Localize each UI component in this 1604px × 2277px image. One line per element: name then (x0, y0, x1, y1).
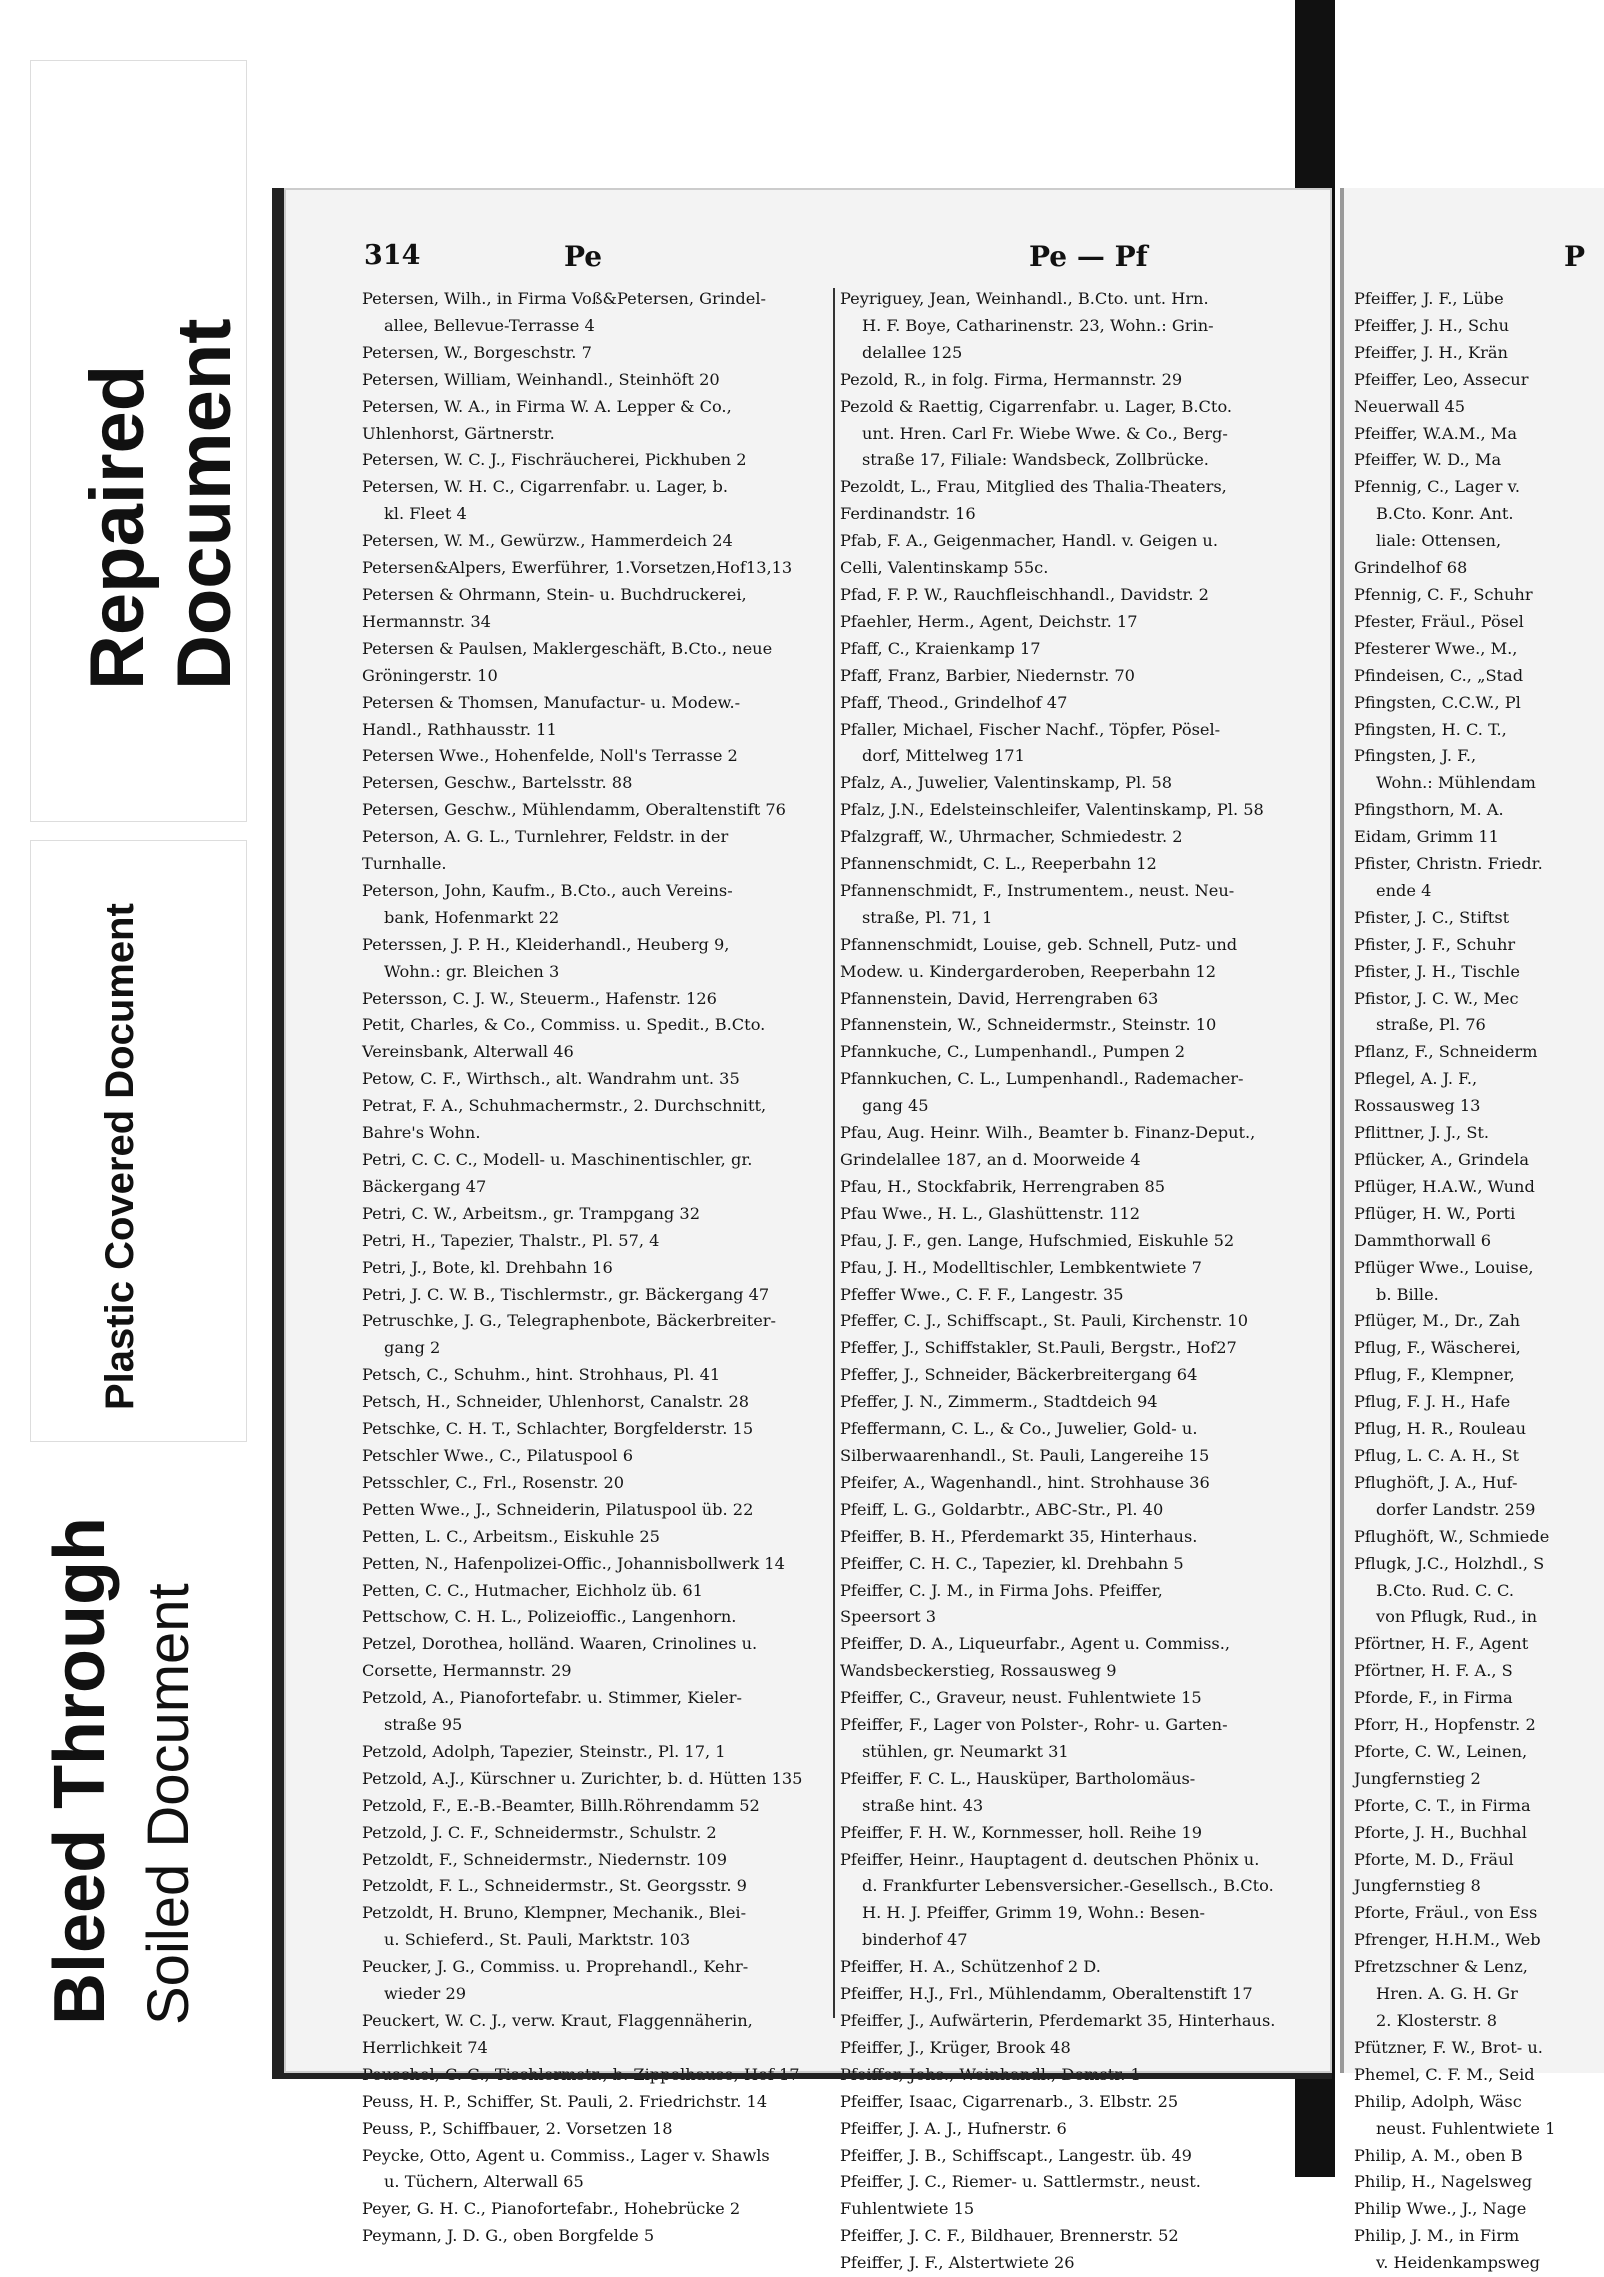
directory-entry-line: H. H. J. Pfeiffer, Grimm 19, Wohn.: Besen- (862, 1903, 1206, 1923)
bleed-through-label: Bleed Through (40, 1517, 120, 2025)
directory-entry-line: Jungfernstieg 2 (1354, 1768, 1481, 1788)
directory-entry-line: Pfaff, C., Kraienkamp 17 (840, 638, 1041, 658)
directory-entry-line: Peterssen, J. P. H., Kleiderhandl., Heuberg 9, (362, 934, 730, 954)
directory-entry-line: Handl., Rathhausstr. 11 (362, 719, 557, 739)
directory-entry-line: Eidam, Grimm 11 (1354, 827, 1499, 847)
directory-entry-line: gang 45 (862, 1096, 929, 1116)
directory-entry-line: Wohn.: Mühlendam (1376, 773, 1536, 793)
directory-entry-line: Pfannenschmidt, F., Instrumentem., neust. Neu- (840, 880, 1235, 900)
directory-entry-line: B.Cto. Rud. C. C. (1376, 1580, 1515, 1600)
page-header (364, 240, 1314, 274)
directory-entry-line: Pfeffer, J., Schiffstakler, St.Pauli, Bergstr., Hof27 (840, 1338, 1237, 1358)
directory-page (272, 188, 1332, 2273)
directory-entry-line: Pfad, F. P. W., Rauchfleischhandl., Davidstr. 2 (840, 584, 1209, 604)
directory-entry-line: Pfau, H., Stockfabrik, Herrengraben 85 (840, 1176, 1166, 1196)
directory-entry-line: Pfrenger, H.H.M., Web (1354, 1930, 1541, 1950)
directory-entry-line: straße, Pl. 71, 1 (862, 907, 993, 927)
directory-entry-line: von Pflugk, Rud., in (1376, 1607, 1538, 1627)
directory-entry-line: straße hint. 43 (862, 1795, 984, 1815)
directory-entry-line: Petzel, Dorothea, holländ. Waaren, Crinolines u. (362, 1634, 758, 1654)
directory-entry-line: Petri, H., Tapezier, Thalstr., Pl. 57, 4 (362, 1230, 660, 1250)
directory-entry-line: Pfeiffer, J. A. J., Hufnerstr. 6 (840, 2118, 1067, 2138)
directory-entry-line: Pfannkuchen, C. L., Lumpenhandl., Rademacher- (840, 1069, 1244, 1089)
directory-entry-line: Jungfernstieg 8 (1354, 1876, 1481, 1896)
directory-entry-line: Pflug, F. J. H., Hafe (1354, 1392, 1511, 1412)
directory-entry-line: Pfeiffer, J. B., Schiffscapt., Langestr. üb. 49 (840, 2145, 1192, 2165)
directory-entry-line: straße, Pl. 76 (1376, 1015, 1486, 1035)
directory-entry-line: Peycke, Otto, Agent u. Commiss., Lager v. Shawls (362, 2145, 770, 2165)
directory-entry-line: Pfannenschmidt, C. L., Reeperbahn 12 (840, 854, 1157, 874)
directory-entry-line: v. Heidenkampsweg (1376, 2253, 1541, 2273)
directory-entry-line: Pflüger, H. W., Porti (1354, 1203, 1516, 1223)
directory-entry-line: Grindelallee 187, an d. Moorweide 4 (840, 1150, 1141, 1169)
directory-entry-line: Pfester, Fräul., Pösel (1354, 611, 1524, 631)
directory-entry-line: Pfeiffer, W.A.M., Ma (1354, 423, 1517, 443)
directory-entry-line: Petersen, W., Borgeschstr. 7 (362, 342, 592, 362)
directory-entry-line: Petzold, Adolph, Tapezier, Steinstr., Pl. 17, 1 (362, 1741, 726, 1761)
directory-entry-line: Wohn.: gr. Bleichen 3 (384, 961, 560, 981)
directory-entry-line: Philip, Adolph, Wäsc (1354, 2091, 1522, 2111)
directory-entry-line: Petersen, W. A., in Firma W. A. Lepper & Co., (362, 396, 732, 416)
directory-entry-line: u. Schieferd., St. Pauli, Marktstr. 103 (384, 1930, 691, 1950)
directory-entry-line: Pflücker, A., Grindela (1354, 1150, 1529, 1169)
directory-entry-line: Petten, C. C., Hutmacher, Eichholz üb. 61 (362, 1580, 703, 1600)
directory-entry-line: Fuhlentwiete 15 (840, 2199, 975, 2219)
plastic-covered-label: Plastic Covered Document (98, 903, 142, 1410)
directory-entry-line: dorf, Mittelweg 171 (862, 746, 1025, 766)
directory-entry-line: 2. Klosterstr. 8 (1376, 2011, 1498, 2030)
directory-entry-line: u. Tüchern, Alterwall 65 (384, 2172, 584, 2192)
directory-entry-line: Pfau, J. F., gen. Lange, Hufschmied, Eiskuhle 52 (840, 1230, 1235, 1250)
directory-entry-line: Petzold, F., E.-B.-Beamter, Billh.Röhrendamm 52 (362, 1795, 760, 1815)
page-bottom-edge (272, 2073, 1332, 2079)
directory-entry-line: Pflug, H. R., Rouleau (1354, 1419, 1526, 1439)
directory-entry-line: Petersson, C. J. W., Steuerm., Hafenstr. 126 (362, 988, 717, 1008)
directory-entry-line: Pfab, F. A., Geigenmacher, Handl. v. Geigen u. (840, 531, 1218, 551)
directory-entry-line: Petri, J., Bote, kl. Drehbahn 16 (362, 1257, 613, 1277)
directory-entry-line: Pfützner, F. W., Brot- u. (1354, 2037, 1543, 2057)
directory-entry-line: Pfeiffer, J., Krüger, Brook 48 (840, 2037, 1071, 2057)
directory-entry-line: Pflittner, J. J., St. (1354, 1123, 1490, 1143)
directory-entry-line: Petersen Wwe., Hohenfelde, Noll's Terrasse 2 (362, 746, 738, 766)
directory-entry-line: Pfingsthorn, M. A. (1354, 800, 1504, 820)
directory-entry-line: Pfindeisen, C., „Stad (1354, 665, 1524, 685)
directory-entry-line: Pforte, J. H., Buchhal (1354, 1822, 1527, 1842)
directory-entry-line: Pforte, M. D., Fräul (1354, 1849, 1514, 1869)
directory-entry-line: Philip, H., Nagelsweg (1354, 2172, 1533, 2192)
directory-entry-line: Pfeiffer, J. F., Alstertwiete 26 (840, 2253, 1075, 2273)
directory-entry-line: Pfau, Aug. Heinr. Wilh., Beamter b. Finanz-Deput., (840, 1123, 1256, 1143)
directory-entry-line: Ferdinandstr. 16 (840, 504, 976, 524)
directory-entry-line: Pflugk, J.C., Holzhdl., S (1354, 1553, 1545, 1573)
directory-entry-line: Philip, A. M., oben B (1354, 2145, 1523, 2165)
directory-entry-line: Corsette, Hermannstr. 29 (362, 1661, 572, 1681)
directory-entry-line: Pflug, F., Wäscherei, (1354, 1338, 1521, 1358)
directory-entry-line: Pfannkuche, C., Lumpenhandl., Pumpen 2 (840, 1042, 1186, 1062)
directory-entry-line: Petri, C. C. C., Modell- u. Maschinentischler, gr. (362, 1150, 753, 1169)
directory-entry-line: Pfeffer Wwe., C. F. F., Langestr. 35 (840, 1284, 1124, 1304)
directory-entry-line: Pfeffer, C. J., Schiffscapt., St. Pauli, Kirchenstr. 10 (840, 1311, 1249, 1331)
directory-entry-line: dorfer Landstr. 259 (1376, 1499, 1536, 1519)
directory-entry-line: straße 95 (384, 1715, 463, 1735)
soiled-document-label: Soiled Document (136, 1583, 201, 2025)
directory-entry-line: Pfeiffer, F. H. W., Kornmesser, holl. Reihe 19 (840, 1822, 1203, 1842)
directory-entry-line: Pfeffer, J. N., Zimmerm., Stadtdeich 94 (840, 1392, 1158, 1412)
directory-entry-line: Petit, Charles, & Co., Commiss. u. Spedit., B.Cto. (362, 1015, 766, 1035)
directory-entry-line: Pfingsten, J. F., (1354, 746, 1477, 766)
directory-entry-line: Pflüger, M., Dr., Zah (1354, 1311, 1521, 1331)
directory-entry-line: Peterson, A. G. L., Turnlehrer, Feldstr. in der (362, 827, 729, 847)
left-label-panel (0, 0, 270, 2177)
directory-entry-line: Pforr, H., Hopfenstr. 2 (1354, 1715, 1536, 1735)
directory-entry-line: Pezold, R., in folg. Firma, Hermannstr. 29 (840, 369, 1183, 389)
directory-entry-line: Pfeiffer, H.J., Frl., Mühlendamm, Oberaltenstift 17 (840, 1984, 1253, 2004)
directory-entry-line: Pfister, J. C., Stiftst (1354, 907, 1510, 927)
directory-entry-line: wieder 29 (384, 1984, 467, 2004)
directory-entry-line: Pfeiffer, C. H. C., Tapezier, kl. Drehbahn 5 (840, 1553, 1184, 1573)
directory-entry-line: Rossausweg 13 (1354, 1096, 1481, 1116)
directory-entry-line: Peuckert, W. C. J., verw. Kraut, Flaggennäherin, (362, 2011, 753, 2030)
directory-entry-line: Pfennig, C., Lager v. (1354, 477, 1520, 497)
directory-entry-line: Petersen, Geschw., Mühlendamm, Oberaltenstift 76 (362, 800, 786, 820)
directory-entry-line: Pflanz, F., Schneiderm (1354, 1042, 1538, 1062)
directory-entry-line: Hermannstr. 34 (362, 611, 491, 631)
directory-entry-line: straße 17, Filiale: Wandsbeck, Zollbrücke. (862, 450, 1209, 470)
directory-entry-line: Pflüger, H.A.W., Wund (1354, 1176, 1535, 1196)
directory-entry-line: ende 4 (1376, 880, 1432, 900)
directory-entry-line: Pfeiffer, F. C. L., Hausküper, Bartholomäus- (840, 1768, 1196, 1788)
directory-entry-line: Petsschler, C., Frl., Rosenstr. 20 (362, 1472, 625, 1492)
directory-entry-line: Petrat, F. A., Schuhmachermstr., 2. Durchschnitt, (362, 1096, 767, 1116)
directory-entry-line: Vereinsbank, Alterwall 46 (362, 1042, 574, 1062)
adjacent-page-header: P (1564, 240, 1586, 273)
directory-entry-line: Pfeiffer, J. F., Lübe (1354, 289, 1504, 308)
directory-entry-line: binderhof 47 (862, 1930, 968, 1950)
directory-entry-line: Pflug, L. C. A. H., St (1354, 1445, 1520, 1465)
directory-entry-line: Petzoldt, H. Bruno, Klempner, Mechanik., Blei- (362, 1903, 747, 1923)
directory-entry-line: Petruschke, J. G., Telegraphenbote, Bäckerbreiter- (362, 1311, 776, 1331)
directory-entry-line: Wandsbeckerstieg, Rossausweg 9 (840, 1661, 1117, 1681)
directory-entry-line: Pfeiffer, Heinr., Hauptagent d. deutschen Phönix u. (840, 1849, 1260, 1869)
directory-entry-line: Philip, J. M., in Firm (1354, 2226, 1520, 2246)
directory-entry-line: Pfau Wwe., H. L., Glashüttenstr. 112 (840, 1203, 1141, 1223)
directory-entry-line: Pfannenschmidt, Louise, geb. Schnell, Putz- und (840, 934, 1238, 954)
directory-entry-line: Pflug, F., Klempner, (1354, 1365, 1515, 1385)
directory-entry-line: Petzold, A.J., Kürschner u. Zurichter, b. d. Hütten 135 (362, 1768, 803, 1788)
directory-entry-line: Peyriguey, Jean, Weinhandl., B.Cto. unt. Hrn. (840, 289, 1209, 308)
adjacent-entries-column (1354, 286, 1604, 2277)
right-entries-column (840, 286, 1310, 2277)
directory-entry-line: Pflegel, A. J. F., (1354, 1069, 1478, 1089)
directory-entry-line: kl. Fleet 4 (384, 504, 467, 524)
directory-entry-line: Petzold, J. C. F., Schneidermstr., Schulstr. 2 (362, 1822, 717, 1842)
directory-entry-line: Hren. A. G. H. Gr (1376, 1984, 1518, 2004)
directory-entry-line: Pförtner, H. F. A., S (1354, 1661, 1513, 1681)
directory-entry-line: Pfeiffer, Leo, Assecur (1354, 369, 1529, 389)
directory-entry-line: Pfeiff, L. G., Goldarbtr., ABC-Str., Pl. 40 (840, 1499, 1164, 1519)
directory-entry-line: Bäckergang 47 (362, 1176, 487, 1196)
directory-entry-line: Pfannenstein, W., Schneidermstr., Steinstr. 10 (840, 1015, 1217, 1035)
directory-entry-line: Pfeiffer, J. C. F., Bildhauer, Brennerstr. 52 (840, 2226, 1179, 2246)
directory-entry-line: delallee 125 (862, 342, 963, 362)
directory-entry-line: Pfeiffer, Isaac, Cigarrenarb., 3. Elbstr. 25 (840, 2091, 1179, 2111)
directory-entry-line: neust. Fuhlentwiete 1 (1376, 2118, 1556, 2138)
directory-entry-line: Pflughöft, W., Schmiede (1354, 1526, 1550, 1546)
directory-entry-line: Petersen, W. H. C., Cigarrenfabr. u. Lager, b. (362, 477, 729, 497)
directory-entry-line: Petri, J. C. W. B., Tischlermstr., gr. Bäckergang 47 (362, 1284, 770, 1304)
directory-entry-line: Petzoldt, F. L., Schneidermstr., St. Georgsstr. 9 (362, 1876, 747, 1896)
directory-entry-line: Petten Wwe., J., Schneiderin, Pilatuspool üb. 22 (362, 1499, 754, 1519)
directory-entry-line: Neuerwall 45 (1354, 396, 1466, 416)
adjacent-page-edge (1340, 188, 1604, 2273)
directory-entry-line: Pezold & Raettig, Cigarrenfabr. u. Lager, B.Cto. (840, 396, 1233, 416)
directory-entry-line: Gröningerstr. 10 (362, 665, 498, 685)
directory-entry-line: Grindelhof 68 (1354, 558, 1468, 578)
directory-entry-line: Petersen, Wilh., in Firma Voß&Petersen, Grindel- (362, 289, 766, 308)
column-divider (833, 288, 835, 2018)
directory-entry-line: Pfeiffer, J. H., Schu (1354, 315, 1510, 335)
repaired-document-label: Document (162, 318, 247, 690)
directory-entry-line: Pfeiffer, F., Lager von Polster-, Rohr- u. Garten- (840, 1715, 1228, 1735)
header-left-letters: Pe (564, 240, 603, 273)
directory-entry-line: Dammthorwall 6 (1354, 1230, 1492, 1250)
directory-entry-line: Petsch, H., Schneider, Uhlenhorst, Canalstr. 28 (362, 1392, 750, 1412)
directory-entry-line: b. Bille. (1376, 1284, 1439, 1304)
directory-entry-line: Pfeiffer, B. H., Pferdemarkt 35, Hinterhaus. (840, 1526, 1198, 1546)
directory-entry-line: Pfeffermann, C. L., & Co., Juwelier, Gold- u. (840, 1419, 1198, 1439)
directory-entry-line: Pezoldt, L., Frau, Mitglied des Thalia-Theaters, (840, 477, 1227, 497)
directory-entry-line: Pfeifer, A., Wagenhandl., hint. Strohhause 36 (840, 1472, 1210, 1492)
directory-entry-line: Pfister, J. H., Tischle (1354, 961, 1520, 981)
directory-entry-line: Pfeiffer, C., Graveur, neust. Fuhlentwiete 15 (840, 1688, 1202, 1708)
directory-entry-line: Peyer, G. H. C., Pianofortefabr., Hohebrücke 2 (362, 2199, 741, 2219)
directory-entry-line: Pforde, F., in Firma (1354, 1688, 1513, 1708)
directory-entry-line: Pfeiffer, C. J. M., in Firma Johs. Pfeiffer, (840, 1580, 1163, 1600)
directory-entry-line: Pfister, J. F., Schuhr (1354, 934, 1516, 954)
directory-entry-line: Modew. u. Kindergarderoben, Reeperbahn 12 (840, 961, 1217, 981)
directory-entry-line: Peucker, J. G., Commiss. u. Proprehandl., Kehr- (362, 1957, 749, 1977)
directory-entry-line: Phemel, C. F. M., Seid (1354, 2064, 1535, 2084)
directory-entry-line: Pfister, Christn. Friedr. (1354, 854, 1543, 874)
directory-entry-line: Pfeiffer, J. H., Krän (1354, 342, 1508, 362)
directory-entry-line: Pfeiffer, J., Aufwärterin, Pferdemarkt 35, Hinterhaus. (840, 2011, 1276, 2030)
directory-entry-line: Pfeiffer, D. A., Liqueurfabr., Agent u. Commiss., (840, 1634, 1230, 1654)
directory-entry-line: Turnhalle. (362, 854, 447, 874)
directory-entry-line: unt. Hren. Carl Fr. Wiebe Wwe. & Co., Berg- (862, 423, 1228, 443)
directory-entry-line: Petzold, A., Pianofortefabr. u. Stimmer, Kieler- (362, 1688, 743, 1708)
directory-entry-line: Pfeiffer, W. D., Ma (1354, 450, 1502, 470)
directory-entry-line: Petzoldt, F., Schneidermstr., Niedernstr. 109 (362, 1849, 727, 1869)
directory-entry-line: Petschke, C. H. T., Schlachter, Borgfelderstr. 15 (362, 1419, 754, 1439)
directory-entry-line: Celli, Valentinskamp 55c. (840, 558, 1049, 578)
directory-entry-line: Uhlenhorst, Gärtnerstr. (362, 423, 555, 443)
directory-entry-line: Pfalz, J.N., Edelsteinschleifer, Valentinskamp, Pl. 58 (840, 800, 1264, 820)
directory-entry-line: Pfau, J. H., Modelltischler, Lembkentwiete 7 (840, 1257, 1202, 1277)
directory-entry-line: gang 2 (384, 1338, 441, 1358)
directory-entry-line: Petersen, William, Weinhandl., Steinhöft 20 (362, 369, 720, 389)
directory-entry-line: Pforte, C. W., Leinen, (1354, 1741, 1528, 1761)
directory-entry-line: Pfeiffer, H. A., Schützenhof 2 D. (840, 1957, 1101, 1977)
directory-entry-line: Pfalzgraff, W., Uhrmacher, Schmiedestr. 2 (840, 827, 1183, 847)
directory-entry-line: Bahre's Wohn. (362, 1123, 481, 1143)
directory-entry-line: Pettschow, C. H. L., Polizeioffic., Langenhorn. (362, 1607, 737, 1627)
directory-entry-line: Petow, C. F., Wirthsch., alt. Wandrahm unt. 35 (362, 1069, 740, 1089)
directory-entry-line: Petersen&Alpers, Ewerführer, 1.Vorsetzen,Hof13,13 (362, 558, 793, 578)
directory-entry-line: Pfaff, Theod., Grindelhof 47 (840, 692, 1068, 712)
directory-entry-line: Pfretzschner & Lenz, (1354, 1957, 1528, 1977)
directory-entry-line: Petersen, W. M., Gewürzw., Hammerdeich 24 (362, 531, 733, 551)
directory-entry-line: Petersen & Ohrmann, Stein- u. Buchdruckerei, (362, 584, 747, 604)
directory-entry-line: allee, Bellevue-Terrasse 4 (384, 315, 595, 335)
directory-entry-line: Pflughöft, J. A., Huf- (1354, 1472, 1518, 1492)
directory-entry-line: Pfeiffer, J. C., Riemer- u. Sattlermstr., neust. (840, 2172, 1201, 2192)
directory-entry-line: Pfaller, Michael, Fischer Nachf., Töpfer, Pösel- (840, 719, 1221, 739)
directory-entry-line: Speersort 3 (840, 1607, 937, 1627)
directory-entry-line: Petten, L. C., Arbeitsm., Eiskuhle 25 (362, 1526, 660, 1546)
directory-entry-line: Pfeffer, J., Schneider, Bäckerbreitergang 64 (840, 1365, 1198, 1385)
directory-entry-line: liale: Ottensen, (1376, 531, 1502, 551)
directory-entry-line: Herrlichkeit 74 (362, 2037, 488, 2057)
directory-entry-line: Petersen, Geschw., Bartelsstr. 88 (362, 773, 633, 793)
repaired-label: Repaired (75, 364, 160, 690)
directory-entry-line: Pforte, Fräul., von Ess (1354, 1903, 1538, 1923)
directory-entry-line: Pfannenstein, David, Herrengraben 63 (840, 988, 1159, 1008)
directory-entry-line: Pfingsten, H. C. T., (1354, 719, 1507, 739)
directory-entry-line: Petersen & Thomsen, Manufactur- u. Modew.- (362, 692, 741, 712)
directory-entry-line: Peuss, P., Schiffbauer, 2. Vorsetzen 18 (362, 2118, 673, 2138)
directory-entry-line: Petersen, W. C. J., Fischräucherei, Pickhuben 2 (362, 450, 747, 470)
directory-entry-line: Petten, N., Hafenpolizei-Offic., Johannisbollwerk 14 (362, 1553, 785, 1573)
directory-entry-line: Silberwaarenhandl., St. Pauli, Langereihe 15 (840, 1445, 1210, 1465)
directory-entry-line: Peymann, J. D. G., oben Borgfelde 5 (362, 2226, 655, 2246)
directory-entry-line: Pflüger Wwe., Louise, (1354, 1257, 1534, 1277)
page-number: 314 (364, 240, 421, 271)
directory-entry-line: Petersen & Paulsen, Maklergeschäft, B.Cto., neue (362, 638, 773, 658)
directory-entry-line: bank, Hofenmarkt 22 (384, 907, 560, 927)
directory-entry-line: Pfaehler, Herm., Agent, Deichstr. 17 (840, 611, 1138, 631)
directory-entry-line: Petschler Wwe., C., Pilatuspool 6 (362, 1445, 634, 1465)
directory-entry-line: Philip Wwe., J., Nage (1354, 2199, 1527, 2219)
directory-entry-line: Pforte, C. T., in Firma (1354, 1795, 1531, 1815)
directory-entry-line: Pfaff, Franz, Barbier, Niedernstr. 70 (840, 665, 1135, 685)
directory-entry-line: Pfesterer Wwe., M., (1354, 638, 1518, 658)
directory-entry-line: Petsch, C., Schuhm., hint. Strohhaus, Pl. 41 (362, 1365, 721, 1385)
left-entries-column (362, 286, 832, 2250)
directory-entry-line: d. Frankfurter Lebensversicher.-Gesellsch., B.Cto. (862, 1876, 1274, 1896)
directory-entry-line: Peuss, H. P., Schiffer, St. Pauli, 2. Friedrichstr. 14 (362, 2091, 768, 2111)
directory-entry-line: B.Cto. Konr. Ant. (1376, 504, 1514, 524)
directory-entry-line: Pfistor, J. C. W., Mec (1354, 988, 1519, 1008)
directory-entry-line: Peterson, John, Kaufm., B.Cto., auch Vereins- (362, 880, 733, 900)
header-right-letters: Pe — Pf (1029, 240, 1148, 273)
directory-entry-line: Pfalz, A., Juwelier, Valentinskamp, Pl. 58 (840, 773, 1173, 793)
directory-entry-line: Pfingsten, C.C.W., Pl (1354, 692, 1521, 712)
directory-entry-line: Pförtner, H. F., Agent (1354, 1634, 1529, 1654)
directory-entry-line: Pfennig, C. F., Schuhr (1354, 584, 1533, 604)
directory-entry-line: H. F. Boye, Catharinenstr. 23, Wohn.: Grin- (862, 315, 1214, 335)
directory-entry-line: stühlen, gr. Neumarkt 31 (862, 1741, 1069, 1761)
directory-entry-line: Petri, C. W., Arbeitsm., gr. Trampgang 32 (362, 1203, 700, 1223)
